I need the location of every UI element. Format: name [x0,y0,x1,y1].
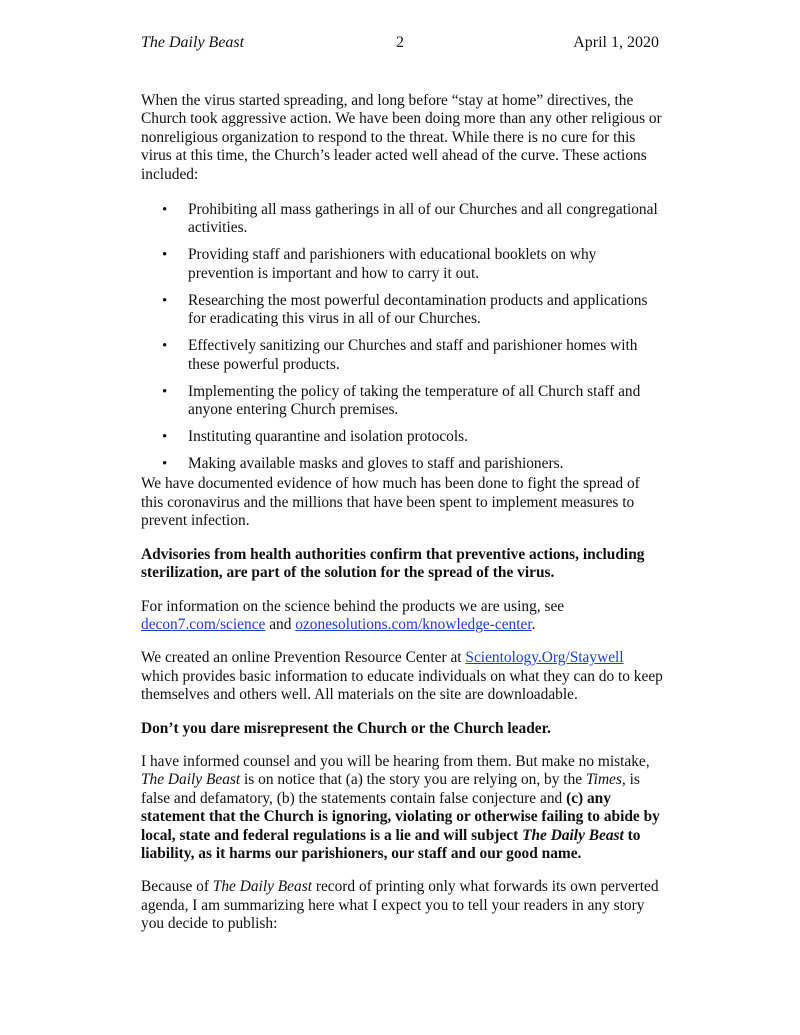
bullet-icon: • [162,383,168,400]
advisories-paragraph: Advisories from health authorities confirm that preventive actions, including sterilization, are part of the solution for the spread of the virus. [141,545,645,582]
warning-paragraph: Don’t you dare misrepresent the Church or the Church leader. [141,719,551,737]
bullet-icon: • [162,338,168,355]
times-name: Times, [585,771,626,789]
staywell-link[interactable]: Scientology.Org/Staywell [465,649,624,667]
header-page-number: 2 [396,34,404,51]
header-publication: The Daily Beast [141,34,245,51]
list-item: • Prohibiting all mass gatherings in all of our Churches and all congregational activities. [162,201,658,237]
intro-paragraph: When the virus started spreading, and long before “stay at home” directives, the Church took aggressive action. We have been doing more than any other religious or nonreligious organization to respond to the threat. While there is no cure for this virus at this time, the Church’s leader acted well ahead of the curve. These actions included: [141,92,662,183]
bullet-icon: • [162,456,168,473]
science-paragraph: For information on the science behind the products we are using, see decon7.com/science and ozonesolutions.com/knowledge-center. [141,597,565,633]
counsel-paragraph: I have informed counsel and you will be hearing from them. But make no mistake, The Daily Beast is on notice that (a) the story you are relying on, by the Times, is false and defamatory, (b) the statements contain false conjecture and (c) any statement that the Church is ignoring, violating or otherwise failing to abide by local, state and federal regulations is a lie and will subject The Daily Beast to liability, as it harms our parishioners, our staff and our good name. [141,752,660,862]
bullet-icon: • [162,429,168,446]
list-item: • Making available masks and gloves to staff and parishioners. [162,455,564,473]
closing-paragraph: Because of The Daily Beast record of printing only what forwards its own perverted agenda, I am summarizing here what I expect you to tell your readers in any story you decide to publish: [141,878,659,933]
list-item: • Effectively sanitizing our Churches and staff and parishioner homes with these powerful products. [162,337,638,373]
publication-name: The Daily Beast [141,771,241,789]
bullet-icon: • [162,202,168,219]
bullet-icon: • [162,292,168,309]
header-date: April 1, 2020 [573,34,659,51]
list-item: • Implementing the policy of taking the temperature of all Church staff and anyone entering Church premises. [162,382,641,419]
actions-list [141,201,663,473]
list-item: • Researching the most powerful decontamination products and applications for eradicating this virus in all of our Churches. [162,291,648,328]
list-item: • Providing staff and parishioners with educational booklets on why prevention is important and how to carry it out. [162,246,597,282]
page-header [141,33,659,55]
publication-name: The Daily Beast [212,878,312,896]
publication-name: The Daily Beast [522,826,624,844]
list-item: • Instituting quarantine and isolation protocols. [162,428,468,446]
letter-body [141,92,663,949]
evidence-paragraph: We have documented evidence of how much has been done to fight the spread of this coronavirus and the millions that have been spent to implement measures to prevent infection. [141,475,640,530]
ozonesolutions-link[interactable]: ozonesolutions.com/knowledge-center [295,615,532,633]
resource-paragraph: We created an online Prevention Resource Center at Scientology.Org/Staywell which provides basic information to educate individuals on what they can do to keep themselves and others well. All materials on the site are downloadable. [141,649,663,704]
bullet-icon: • [162,247,168,264]
decon7-link[interactable]: decon7.com/science [141,615,266,633]
